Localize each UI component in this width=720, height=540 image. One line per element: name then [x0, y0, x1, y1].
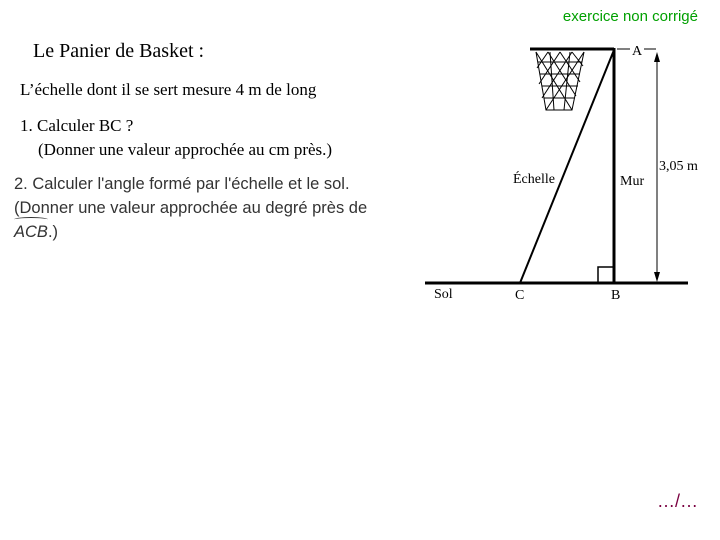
question-1: 1. Calculer BC ? — [20, 116, 134, 135]
basket-net — [536, 52, 584, 110]
exercise-intro: L’échelle dont il se sert mesure 4 m de long — [20, 80, 317, 99]
point-b-label: B — [611, 288, 621, 303]
right-angle-mark — [598, 267, 614, 283]
point-c-label: C — [515, 288, 525, 303]
basket-figure — [400, 35, 710, 310]
wall-label: Mur — [620, 174, 645, 189]
height-label: 3,05 m — [659, 159, 698, 174]
exercise-title: Le Panier de Basket : — [33, 40, 205, 62]
question-2 — [14, 172, 367, 244]
point-a-label: A — [632, 44, 643, 59]
continuation-marker: …/… — [656, 491, 698, 511]
ladder-label: Échelle — [513, 172, 555, 187]
question-2-line-1: 2. Calculer l'angle formé par l'échelle et le sol. — [14, 175, 350, 193]
angle-acb: ACB — [14, 220, 48, 244]
question-1-hint: (Donner une valeur approchée au cm près.) — [38, 140, 333, 159]
question-2-line-2: (Donner une valeur approchée au degré près de — [14, 199, 368, 217]
question-2-end: .) — [47, 223, 59, 241]
ground-label: Sol — [434, 287, 453, 302]
question-2-line-3 — [14, 220, 367, 244]
status-banner: exercice non corrigé — [562, 8, 698, 25]
